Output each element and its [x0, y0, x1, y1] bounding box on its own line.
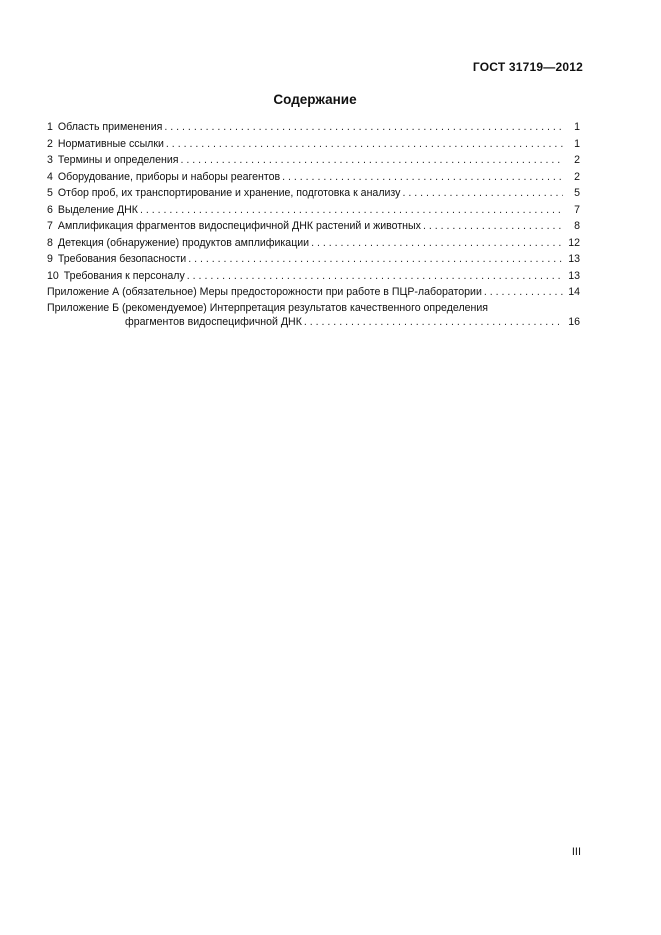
toc-leader-dots [166, 136, 563, 153]
toc-leader-dots [423, 218, 563, 235]
toc-entry-title: Требования к персоналу [63, 269, 185, 282]
toc-leader-dots [484, 284, 563, 301]
toc-entry-number: 9 [47, 253, 53, 265]
toc-entry-page: 7 [574, 203, 580, 216]
toc-entry-page: 5 [574, 187, 580, 199]
toc-entry-page: 2 [574, 170, 580, 183]
toc-entry-number: 5 [47, 187, 53, 199]
toc-entry-title: Выделение ДНК [57, 203, 138, 216]
toc-entry-title: Оборудование, приборы и наборы реагентов [57, 170, 281, 183]
toc-entry[interactable] [47, 119, 580, 136]
toc-entry[interactable] [47, 218, 580, 235]
toc-entry-page: 14 [568, 286, 580, 298]
toc-entry-page: 12 [568, 236, 580, 249]
toc-entry-title: Приложение Б (рекомендуемое) Интерпретация результатов качественного определения [47, 301, 489, 314]
toc-entry-number: 7 [47, 220, 53, 232]
toc-entry-number: 6 [47, 203, 53, 216]
toc-entry-title: Амплификация фрагментов видоспецифичной ДНК растений и животных [57, 220, 421, 232]
toc-leader-dots [402, 185, 563, 202]
toc-entry-page: 13 [568, 269, 580, 282]
toc-entry[interactable] [47, 202, 580, 219]
toc-entry[interactable] [47, 136, 580, 153]
toc-leader-dots [282, 169, 563, 186]
toc-leader-dots [164, 119, 563, 136]
toc-entry[interactable] [47, 235, 580, 252]
toc-title: Содержание [273, 92, 357, 107]
toc-entry[interactable] [47, 185, 580, 202]
toc-entry-page: 1 [574, 137, 580, 150]
toc-entry-title: Приложение А (обязательное) Меры предосторожности при работе в ПЦР-лаборатории [47, 286, 482, 298]
toc-leader-dots [187, 268, 563, 285]
toc-entry-number: 8 [47, 236, 53, 249]
toc-leader-dots [140, 202, 563, 219]
document-code: ГОСТ 31719—2012 [472, 60, 583, 74]
toc-entry-number: 1 [47, 121, 53, 133]
toc-entry-number: 4 [47, 170, 53, 183]
toc-entry[interactable] [47, 268, 580, 285]
toc-entry[interactable] [47, 251, 580, 268]
toc-entry-page: 2 [574, 154, 580, 166]
toc-entry-appendix-b-continuation[interactable] [47, 315, 580, 329]
page-number: III [571, 846, 581, 858]
toc-entry-title: Область применения [57, 121, 163, 133]
toc-entry-page: 8 [574, 220, 580, 232]
toc-leader-dots [181, 152, 563, 169]
toc-entry-appendix-b[interactable] [47, 301, 580, 315]
toc-leader-dots [311, 235, 563, 252]
toc-entry-title: Термины и определения [57, 154, 179, 166]
toc-entry[interactable] [47, 169, 580, 186]
toc-entry-title: Отбор проб, их транспортирование и хранение, подготовка к анализу [57, 187, 401, 199]
toc-entry-appendix-a[interactable] [47, 284, 580, 301]
toc-entry-page: 13 [568, 253, 580, 265]
toc-leader-dots [304, 315, 563, 329]
toc-entry-title: Нормативные ссылки [57, 137, 164, 150]
toc-entry-page: 1 [574, 121, 580, 133]
toc-entry-page: 16 [568, 315, 580, 328]
toc-entry-number: 2 [47, 137, 53, 150]
toc-entry-title-continuation: фрагментов видоспецифичной ДНК [125, 315, 302, 328]
table-of-contents [47, 119, 580, 329]
toc-entry[interactable] [47, 152, 580, 169]
toc-entry-title: Требования безопасности [57, 253, 187, 265]
toc-leader-dots [188, 251, 563, 268]
toc-entry-number: 10 [47, 269, 59, 282]
toc-entry-title: Детекция (обнаружение) продуктов амплификации [57, 236, 310, 249]
toc-entry-number: 3 [47, 154, 53, 166]
